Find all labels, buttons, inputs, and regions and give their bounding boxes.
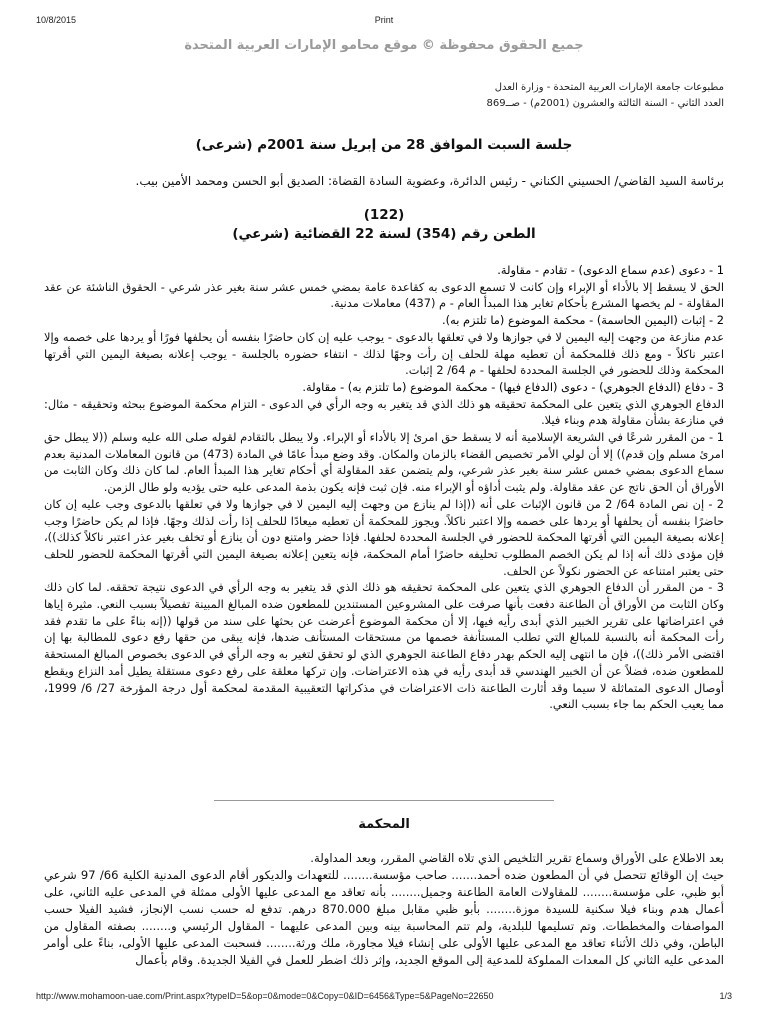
- case-number: (122): [363, 207, 405, 223]
- principle-1-heading: 1 - دعوى (عدم سماع الدعوى) - تقادم - مقاولة.: [497, 263, 724, 277]
- principle-3-summary: الدفاع الجوهري الذي يتعين على المحكمة تحقيقه هو ذلك الذي قد يتغير به وجه الرأي في الدعوى - التزام محكمة الموضوع ببحثه وتحقيقه - مثال: في منازعة بشأن مقاولة هدم وبناء فيلا.: [44, 396, 724, 428]
- publication-line-2: العدد الثاني - السنة الثالثة والعشرون (2001م) - صــ869: [486, 98, 724, 109]
- print-title: Print: [374, 15, 394, 25]
- page-number: 1/3: [719, 991, 732, 1001]
- principle-2-detail: 2 - إن نص المادة 64/ 2 من قانون الإثبات على أنه ((إذا لم ينازع من وجهت إليه اليمين لا في جوازها ولا في تعلقها بالدعوى وجب عليه إن كان حاضرًا بنفسه أن يحلفها أو يردها على خصمه وإلا اعتبر ناكلاً. ويجوز للمحكمة أن تعطيه ميعادًا للحلف إذا رأت لذلك وجهًا. فإذا لم يكن حاضرًا وجب إعلانه بصيغة اليمين التي أقرتها المحكمة للحضور في الجلسة المحددة لحلفها. فإذا حضر وامتنع دون أن ينازع أو تخلف بغير عذر اعتبر ناكلاً كذلك))، فإن مؤدى ذلك أنه إذا لم يكن الخصم المطلوب تحليفه حاضرًا أمام المحكمة، فإنه يتعين إعلانه بصيغة اليمين التي أقرتها المحكمة للحضور للحلف حتى يعتبر امتناعه عن الحضور نكولاً عن الحلف.: [44, 496, 724, 578]
- section-divider: [214, 800, 554, 801]
- principle-2-summary: عدم منازعة من وجهت إليه اليمين لا في جوازها ولا في تعلقها بالدعوى - يوجب عليه إن كان حاضرًا بنفسه أن يحلفها فورًا أو يردها على خصمه وإلا اعتبر ناكلاً - ومع ذلك فللمحكمة أن تعطيه مهلة للحلف إن رأت وجهًا لذلك - انتفاء حضوره بالجلسة - يوجب إعلانه بصيغة اليمين التي أقرتها المحكمة وذلك للحضور في الجلسة المحددة لحلفها - م 64/ 2 إثبات.: [44, 329, 724, 378]
- principle-3-heading: 3 - دفاع (الدفاع الجوهري) - دعوى (الدفاع فيها) - محكمة الموضوع (ما تلتزم به) - مقاولة.: [302, 379, 724, 394]
- print-date: 10/8/2015: [36, 15, 77, 25]
- copyright-notice: جميع الحقوق محفوظة © موقع محامو الإمارات العربية المتحدة: [184, 38, 584, 53]
- principle-3-detail: 3 - من المقرر أن الدفاع الجوهري الذي يتعين على المحكمة تحقيقه هو ذلك الذي قد يتغير به وجه الرأي في الدعوى نتيجة تحققه. لما كان ذلك وكان الثابت من الأوراق أن الطاعنة دفعت بأنها صرفت على المشروعين المستندين للمطعون ضده المبالغ المبينة تفصيلاً بسبب النعي. مثيرة إياها في اعتراضاتها على تقرير الخبير الذي أبدى رأيه فيها، إلا أن محكمة الموضوع أعرضت عن بحثها على سند من قولها ((إنه بناءً على ما تقدم فقد رأت المحكمة أنه بالنسبة للمبالغ التي تطلب المستأنفة خصمها من مستحقات المستأنف ضدها، فإنه يبقى من حقها رفع دعوى للمطالبة بها إن اقتضى الأمر ذلك))، فإن ما انتهى إليه الحكم بهدر دفاع الطاعنة الجوهري الذي لو تحقق لتغير به وجه الرأي في الدعوى بخصوص المبالغ المستحقة للمطعون ضده، فضلاً عن أن الخبير الهندسي قد أبدى رأيه في هذه الاعتراضات. وإن تركها معلقة على رفع دعوى مستقلة يطيل أمد النزاع ويقطع أوصال الدعوى المتماثلة لا سيما وقد أثارت الطاعنة ذات الاعتراضات في مذكراتها التعقيبية المقدمة لمحكمة أول درجة المؤرخة 27/ 6/ 1999، مما يعيب الحكم بما جاء بسبب النعي.: [44, 580, 725, 712]
- judgment-paragraph: بعد الاطلاع على الأوراق وسماع تقرير التلخيص الذي تلاه القاضي المقرر، وبعد المداولة.: [310, 851, 724, 865]
- appeal-title: الطعن رقم (354) لسنة 22 القضائية (شرعي): [232, 226, 536, 242]
- judgment-paragraph: حيث إن الوقائع تتحصل في أن المطعون ضده أحمد....... صاحب مؤسسة........ للتعهدات والديكور أقام الدعوى المدنية الكلية 66/ 97 شرعي أبو ظبي، على مؤسسة........ للمقاولات العامة الطاعنة وجميل........ بأنه تعاقد مع المدعى عليها الأولى ممثلة في المدعى عليه الثاني، على أعمال هدم وبناء فيلا سكنية للسيدة موزة........ بأبو ظبي مقابل مبلغ 870.000 درهم. تدفع له حسب نسب الإنجاز، فشيد الفيلا حسب المواصفات والمخططات. وتم تسليمها للبلدية، ولم تتم المحاسبة بينه وبين المدعى عليهما - المقاول الرئيسي و........ بصفته المقاول من الباطن، وفي ذلك الأثناء تعاقد مع المدعى عليها الأولى على إنشاء فيلا مجاورة، ملك ورثة........ فسحبت المدعى عليها الأولى، بناءً على أوامر المدعى عليه الثاني كل المعدات المملوكة للمدعية إلى الموقع الجديد، وإثر ذلك اضطر للعمل في الفيلا الجديدة. وقام بأعمال: [44, 868, 725, 967]
- principle-1-detail: 1 - من المقرر شرعًا في الشريعة الإسلامية أنه لا يسقط حق امرئ إلا بالأداء أو الإبراء. ولا يبطل بالتقادم لقوله صلى الله عليه وسلم ((لا يبطل حق امرئ مسلم وإن قدم)) إلا أن لولي الأمر تخصيص القضاء بالزمان والمكان. وقد وضع مبدأ عامًا في المادة (473) من قانون المعاملات المدنية بعدم سماع الدعوى بمضي خمس عشر سنة بغير عذر شرعي، ولم يتضمن عقد المقاولة أي أحكام تغاير هذا المبدأ العام. لما كان ذلك وكان الثابت من الأوراق أن الحق ناتج عن عقد مقاولة. ولم يثبت أداؤه أو الإبراء منه. فإن ثبت فإنه يكون بذمة المدعى عليه حتى يؤديه ولو طال الزمن.: [44, 430, 725, 495]
- page-url[interactable]: http://www.mohamoon-uae.com/Print.aspx?typeID=5&op=0&mode=0&Copy=0&ID=6456&Type=5&PageNo=22650: [36, 991, 494, 1001]
- publication-info: [44, 80, 724, 112]
- principle-2-heading: 2 - إثبات (اليمين الحاسمة) - محكمة الموضوع (ما تلتزم به).: [442, 313, 724, 328]
- principle-1-summary: الحق لا يسقط إلا بالأداء أو الإبراء وإن كانت لا تسمع الدعوى به كقاعدة عامة بمضي خمس عشر سنة بغير عذر شرعي - الحقوق الناشئة عن عقد المقاولة - لم يخصها المشرع بأحكام تغاير هذا المبدأ العام - م (437) معاملات مدنية.: [44, 279, 724, 311]
- case-reference: [44, 206, 724, 244]
- legal-principles: [44, 262, 724, 713]
- judgment-text: [44, 850, 724, 969]
- publication-line-1: مطبوعات جامعة الإمارات العربية المتحدة - وزارة العدل: [494, 82, 724, 93]
- session-title: جلسة السبت الموافق 28 من إبريل سنة 2001م (شرعى): [195, 137, 573, 153]
- presidency-line: برئاسة السيد القاضي/ الحسيني الكناني - رئيس الدائرة، وعضوية السادة القضاة: الصديق أبو الحسن ومحمد الأمين بيب.: [135, 174, 724, 188]
- court-heading: المحكمة: [358, 817, 410, 832]
